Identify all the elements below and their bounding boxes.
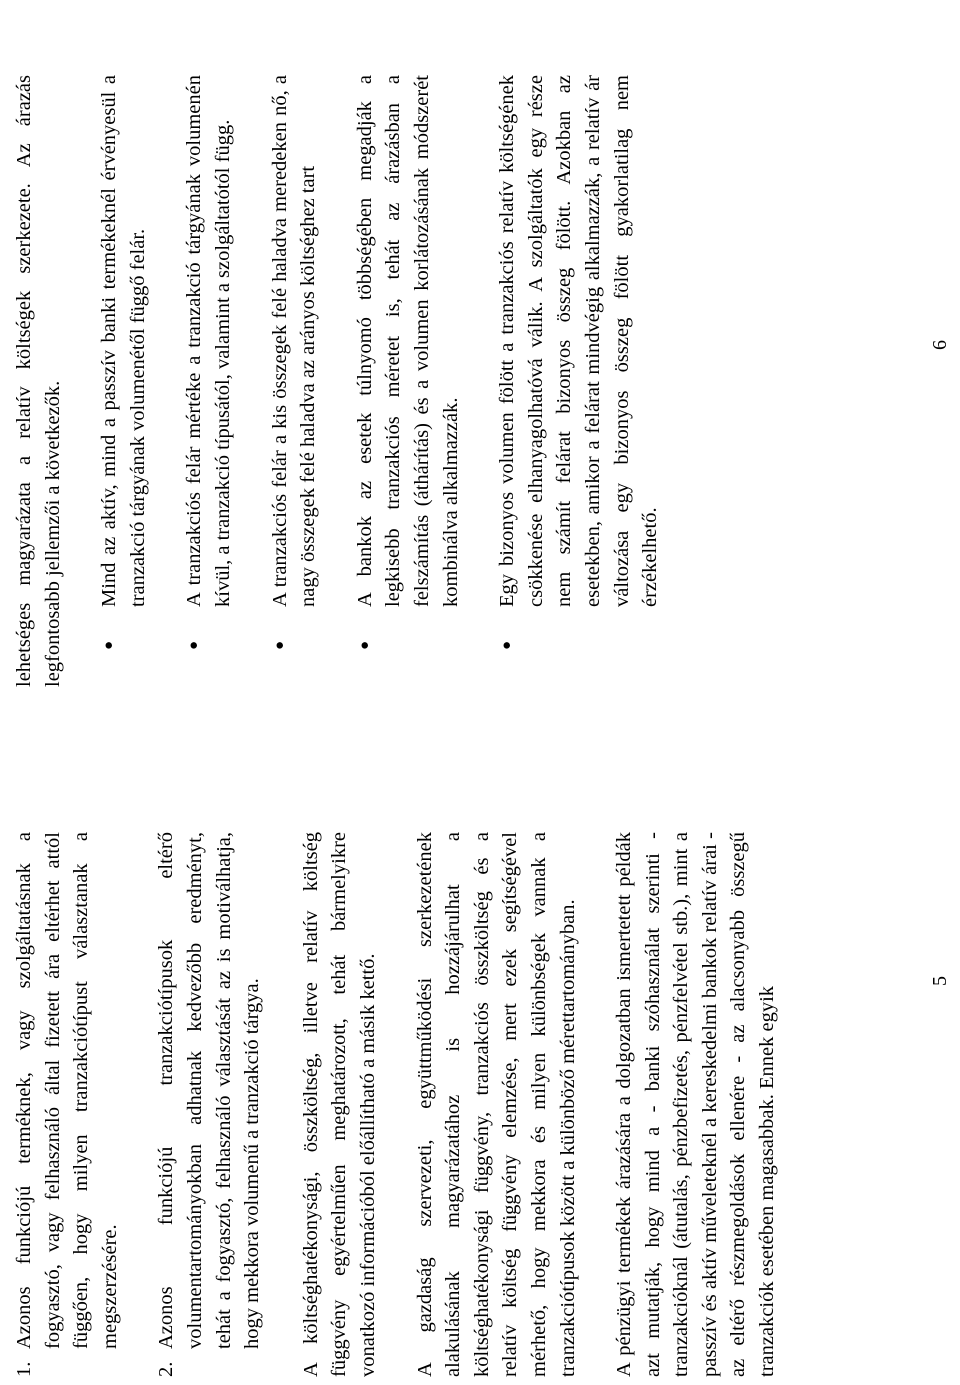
- bullet-text: A tranzakciós felár mértéke a tranzakció tárgyának volumenén kívül, a tranzakció típusától, valamint a szolgáltatótól függ.: [183, 75, 234, 607]
- bullet-icon: ●: [271, 640, 288, 650]
- bullet-text: Egy bizonyos volumen fölött a tranzakciós relatív költségének csökkenése elhanyagolhatóvá válik. A szolgáltatók egy része nem számít felárat bizonyos összeg fölött. Azokban az esetekben, amikor a felárat mindvégig alkalmazzák, a relatív ár változása egy bizonyos összeg fölött gyakorlatilag nem érzékelhető.: [496, 75, 662, 607]
- bullet-item-5: [493, 75, 665, 687]
- bullet-text: Mind az aktív, mind a passzív banki termékeknél érvényesül a tranzakció tárgyának volumenétől függő felár.: [98, 75, 149, 607]
- bullet-icon: ●: [356, 640, 373, 650]
- bullet-text: A bankok az esetek túlnyomó többségében megadják a legkisebb tranzakciós méretet is, tehát az árazásban a felszámítás (áthárítás) és a volumen korlátozásának módszerét kombinálva alkalmazzák.: [353, 75, 462, 607]
- item-number: 2.: [155, 1361, 178, 1377]
- bullet-icon: ●: [499, 640, 516, 650]
- numbered-item-1: [10, 832, 124, 1377]
- item-number: 1.: [13, 1361, 35, 1377]
- paragraph: A pénzügyi termékek árazására a dolgozatban ismertetett példák azt mutatják, hogy mind a - banki szóhasználat szerinti - tranzakcióknál (átutalás, pénzbefizetés, pénzfelvétel stb.), mint a passzív és aktív műveleteknél a kereskedelmi bankok relatív árai - az eltérő részmegoldások ellenére - az alacsonyabb összegű tranzakciók esetében magasabbak. Ennek egyik: [613, 832, 779, 1377]
- bullet-icon: ●: [186, 640, 203, 650]
- bullet-item-3: [266, 75, 323, 687]
- paragraph: A költséghatékonysági, összköltség, illetve relatív költség függvény egyértelműen meghatározott, tehát bármelyikre vonatkozó információból előállítható a másik kettő.: [299, 832, 379, 1377]
- bullet-item-1: [95, 75, 152, 687]
- page-number: 6: [929, 340, 951, 350]
- page-left-body: [10, 832, 782, 1377]
- bullet-item-2: [180, 75, 237, 687]
- item-text: Azonos funkciójú terméknek, vagy szolgáltatásnak a fogyasztó, vagy felhasználó által fizetett ára eltérhet attól függően, hogy milyen tranzakciótípust választanak a megszerzésére.: [13, 832, 121, 1349]
- paragraph: A gazdaság szervezeti, együttműködési szerkezetének alakulásának magyarázatához is hozzájárulhat a költséghatékonysági függvény, tranzakciós összköltség és a relatív költség függvény elemzése, mert ezek segítségével mérhető, hogy mekkora és milyen különbségek vannak a tranzakciótípusok között a különböző mérettartományban.: [413, 832, 579, 1377]
- bullet-icon: ●: [101, 640, 118, 650]
- bullet-text: A tranzakciós felár a kis összegek felé haladva meredeken nő, a nagy összegek felé haladva az arányos költséghez tart: [268, 75, 320, 607]
- page-right-body: [10, 75, 665, 687]
- page-number: 5: [929, 976, 951, 986]
- bullet-item-4: [351, 75, 465, 687]
- intro-paragraph: lehetséges magyarázata a relatív költségek szerkezete. Az árazás legfontosabb jellemzői a következők.: [13, 75, 64, 687]
- item-text: Azonos funkciójú tranzakciótípusok eltérő volumentartományokban adhatnak kedvezőbb eredményt, tehát a fogyasztó, felhasználó választását az is motiválhatja, hogy mekkora volumenű a tranzakció tárgya.: [155, 832, 264, 1349]
- page-left: [0, 693, 960, 1385]
- numbered-item-2: [152, 832, 266, 1377]
